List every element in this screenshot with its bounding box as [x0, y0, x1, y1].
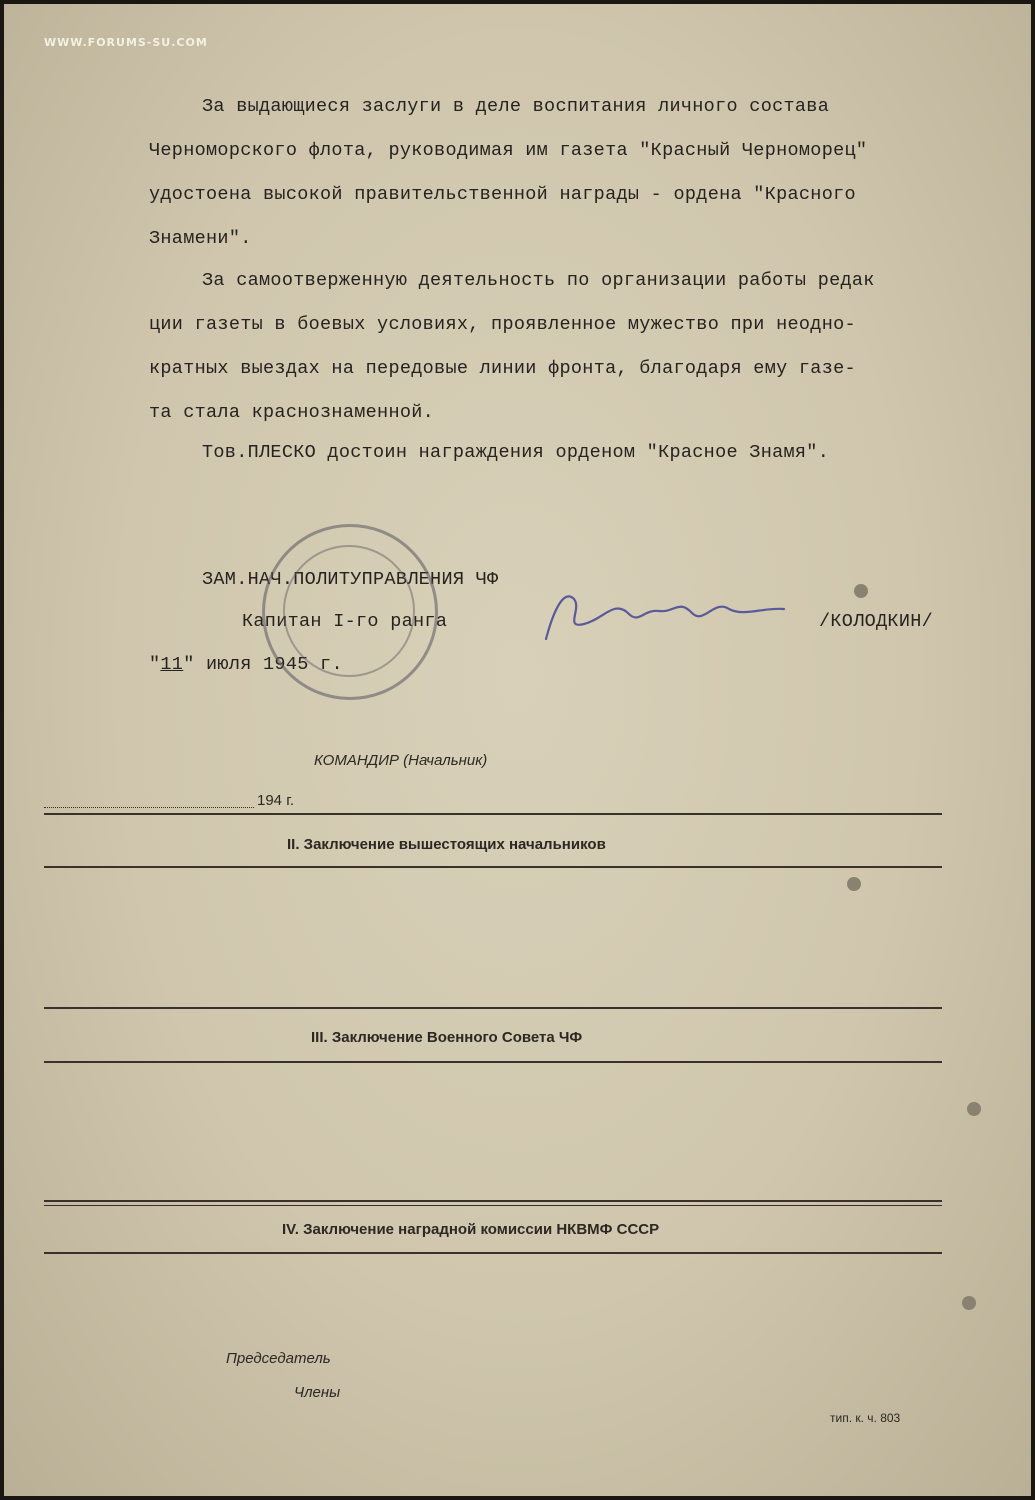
para2-line: ции газеты в боевых условиях, проявленное мужество при неодно- [149, 314, 856, 335]
section-3-title: III. Заключение Военного Совета ЧФ [311, 1029, 583, 1046]
document-page [4, 4, 1031, 1496]
para1-line: Черноморского флота, руководимая им газета "Красный Черноморец" [149, 140, 868, 161]
para1-line: удостоена высокой правительственной награды - ордена "Красного [149, 184, 856, 205]
signatory-name: /КОЛОДКИН/ [819, 611, 934, 632]
punch-hole [962, 1296, 976, 1310]
divider [44, 1205, 942, 1206]
punch-hole [847, 877, 861, 891]
para2-line: За самоотверженную деятельность по организации работы редак [202, 270, 875, 291]
punch-hole [854, 584, 868, 598]
year-stub: 194 г. [257, 792, 295, 809]
signatory-rank: Капитан I-го ранга [242, 611, 448, 632]
commander-title: КОМАНДИР [314, 752, 399, 769]
divider [44, 1007, 942, 1009]
section-4-title: IV. Заключение наградной комиссии НКВМФ СССР [282, 1221, 660, 1238]
para2-line: кратных выездах на передовые линии фронта, благодаря ему газе- [149, 358, 856, 379]
para3-line: Тов.ПЛЕСКО достоин награждения орденом "Красное Знамя". [202, 442, 830, 463]
chairman-label: Председатель [226, 1350, 331, 1367]
signatory-position: ЗАМ.НАЧ.ПОЛИТУПРАВЛЕНИЯ ЧФ [202, 569, 499, 590]
date-underline [44, 807, 254, 808]
divider [44, 813, 942, 815]
print-code: тип. к. ч. 803 [830, 1411, 901, 1425]
official-stamp [262, 524, 438, 700]
commander-label [314, 752, 487, 769]
divider [44, 1061, 942, 1063]
punch-hole [967, 1102, 981, 1116]
date-rest: " июля 1945 г. [183, 654, 343, 675]
signature-image [534, 579, 794, 659]
watermark: WWW.FORUMS-SU.COM [44, 36, 208, 49]
para2-line: та стала краснознаменной. [149, 402, 435, 423]
para1-line: Знамени". [149, 228, 252, 249]
members-label: Члены [294, 1384, 341, 1401]
signature-date: "11" июля 1945 г. [149, 654, 343, 675]
divider [44, 1200, 942, 1202]
section-2-title: II. Заключение вышестоящих начальников [287, 836, 606, 853]
divider [44, 1252, 942, 1254]
para1-line: За выдающиеся заслуги в деле воспитания личного состава [202, 96, 830, 117]
commander-sub: (Начальник) [403, 752, 488, 769]
date-day: 11 [160, 654, 184, 675]
divider [44, 866, 942, 868]
